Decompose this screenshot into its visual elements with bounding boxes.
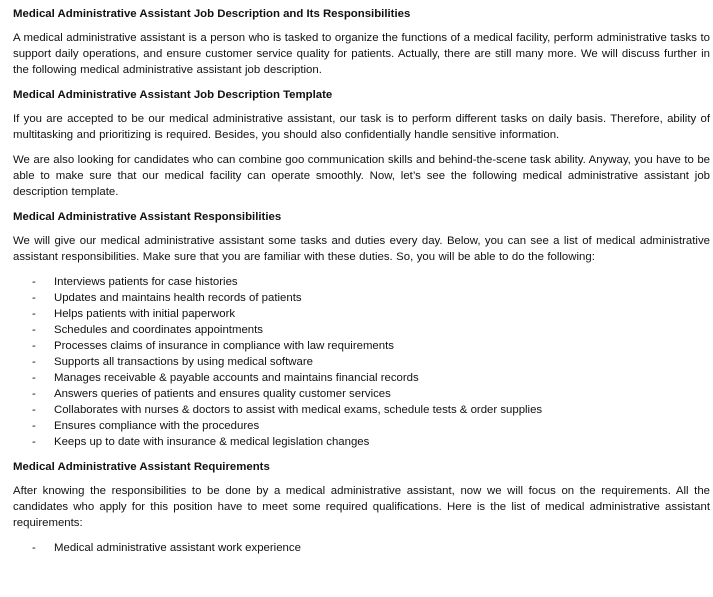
bullet-dash: - [32,356,36,368]
bullet-dash: - [32,388,36,400]
responsibility-item: - Updates and maintains health records of patients [32,292,302,304]
bullet-dash: - [32,420,36,432]
intro-paragraph: A medical administrative assistant is a person who is tasked to organize the functions of a medical facility, perform administrative tasks to support daily operations, and ensure customer service quality for patients. Actually, there are still many more. We will discuss further in the following medical administrative assistant job description. [13,32,710,76]
template-paragraph-1: If you are accepted to be our medical administrative assistant, our task is to perform different tasks on daily basis. Therefore, ability of multitasking and prioritizing is required. Besides, you should also confidentially handle sensitive information. [13,113,710,141]
requirement-item: - Medical administrative assistant work experience [32,542,301,554]
bullet-dash: - [32,292,36,304]
responsibility-item: - Interviews patients for case histories [32,276,238,288]
bullet-dash: - [32,542,36,554]
responsibility-item: - Manages receivable & payable accounts and maintains financial records [32,372,419,384]
bullet-dash: - [32,404,36,416]
responsibility-item: - Supports all transactions by using medical software [32,356,313,368]
requirements-intro: After knowing the responsibilities to be done by a medical administrative assistant, now we will focus on the requirements. All the candidates who apply for this position have to meet some required qualifications. Here is the list of medical administrative assistant requirements: [13,485,710,529]
requirements-heading: Medical Administrative Assistant Requirements [13,461,270,473]
bullet-dash: - [32,436,36,448]
responsibility-item: - Collaborates with nurses & doctors to assist with medical exams, schedule tests & order supplies [32,404,543,416]
template-paragraph-2: We are also looking for candidates who can combine goo communication skills and behind-the-scene task ability. Anyway, you have to be able to make sure that our medical facility can operate smoothly. Now, let’s see the following medical administrative assistant job description template. [13,154,710,198]
responsibility-item: - Processes claims of insurance in compliance with law requirements [32,340,394,352]
bullet-dash: - [32,324,36,336]
responsibilities-list [13,274,710,450]
bullet-dash: - [32,340,36,352]
responsibility-item: - Answers queries of patients and ensures quality customer services [32,388,391,400]
responsibility-item: - Helps patients with initial paperwork [32,308,236,320]
requirements-list [13,540,710,556]
bullet-dash: - [32,308,36,320]
responsibilities-heading: Medical Administrative Assistant Responsibilities [13,211,282,223]
responsibilities-intro: We will give our medical administrative assistant some tasks and duties every day. Below, you can see a list of medical administrative assistant responsibilities. Make sure that you are familiar with these duties. So, you will be able to do the following: [13,235,710,263]
bullet-dash: - [32,276,36,288]
bullet-dash: - [32,372,36,384]
responsibility-item: - Ensures compliance with the procedures [32,420,260,432]
responsibility-item: - Schedules and coordinates appointments [32,324,263,336]
responsibility-item: - Keeps up to date with insurance & medical legislation changes [32,436,370,448]
template-heading: Medical Administrative Assistant Job Description Template [13,89,333,101]
document-title: Medical Administrative Assistant Job Description and Its Responsibilities [13,8,411,20]
